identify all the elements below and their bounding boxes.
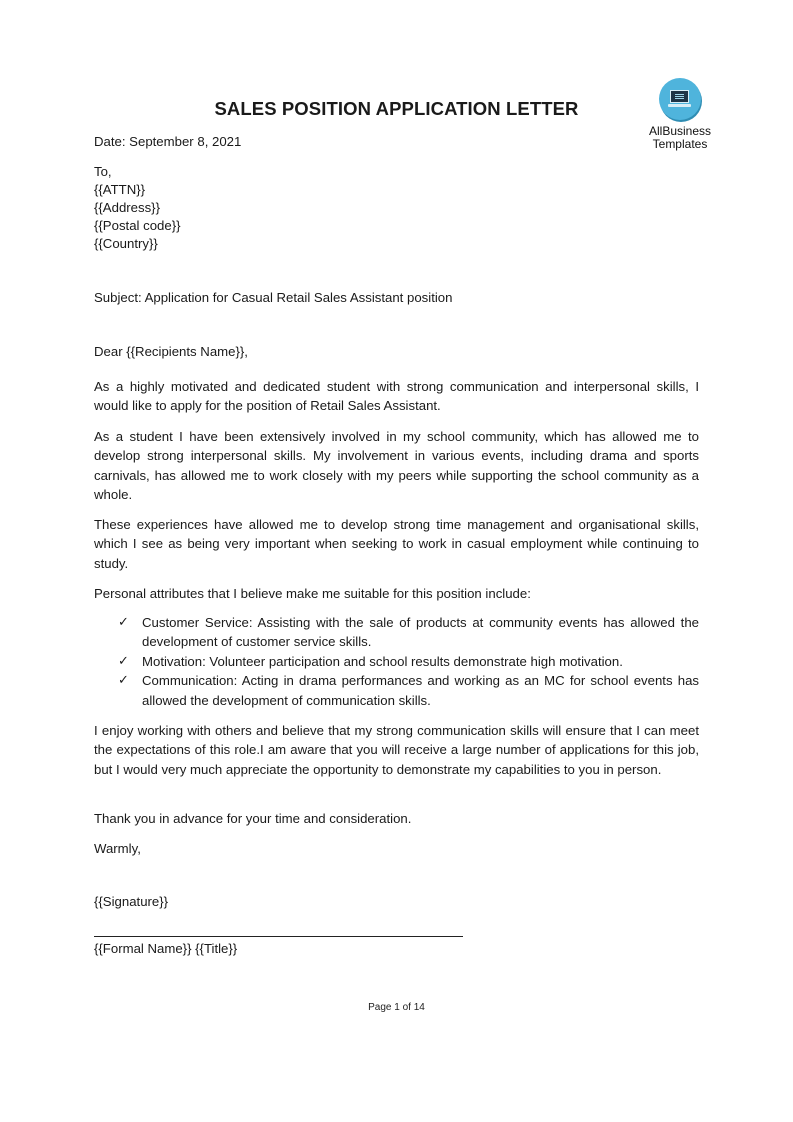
recipient-attn: {{ATTN}} bbox=[94, 182, 146, 197]
body-paragraph-1: As a highly motivated and dedicated student with strong communication and interpersonal skills, I would like to apply for the position of Retail Sales Assistant. bbox=[94, 379, 699, 414]
body-paragraph-2: As a student I have been extensively involved in my school community, which has allowed me to develop strong interpersonal skills. My involvement in various events, including drama and sports carnivals, has allowed me to work closely with my peers while supporting the school community as a whole. bbox=[94, 429, 699, 503]
closing-paragraph: I enjoy working with others and believe that my strong communication skills will ensure that I can meet the expectations of this role.I am aware that you will receive a large number of applications for this job, but I would very much appreciate the opportunity to demonstrate my capabilities to you in person. bbox=[94, 723, 699, 777]
recipient-to: To, bbox=[94, 164, 112, 179]
list-item-text: Customer Service: Assisting with the sale of products at community events has allowed the development of customer service skills. bbox=[142, 615, 699, 650]
list-item-text: Motivation: Volunteer participation and school results demonstrate high motivation. bbox=[142, 653, 623, 669]
checkmark-icon: ✓ bbox=[118, 673, 129, 689]
checkmark-icon: ✓ bbox=[118, 615, 129, 630]
recipient-address: {{Address}} bbox=[94, 200, 160, 215]
attributes-intro: Personal attributes that I believe make me suitable for this position include: bbox=[94, 586, 531, 601]
list-item bbox=[94, 652, 699, 671]
subject-line: Subject: Application for Casual Retail Sales Assistant position bbox=[94, 290, 453, 305]
list-item-text: Communication: Acting in drama performances and working as an MC for school events has allowed the development of communication skills. bbox=[142, 673, 699, 708]
signature-line bbox=[94, 936, 463, 937]
sign-off: Warmly, bbox=[94, 841, 141, 856]
logo-line-2: Templates bbox=[652, 137, 708, 151]
checkmark-icon: ✓ bbox=[118, 653, 129, 669]
logo-line-1: AllBusiness bbox=[648, 124, 712, 138]
signature-placeholder: {{Signature}} bbox=[94, 894, 169, 909]
recipient-postal-code: {{Postal code}} bbox=[94, 218, 181, 233]
formal-name-title: {{Formal Name}} {{Title}} bbox=[94, 941, 238, 956]
recipient-country: {{Country}} bbox=[94, 236, 158, 251]
date-line: Date: September 8, 2021 bbox=[94, 134, 242, 149]
document-title: SALES POSITION APPLICATION LETTER bbox=[214, 98, 579, 119]
body-paragraph-3: These experiences have allowed me to develop strong time management and organisational skills, which I see as being very important when seeking to work in casual employment while continuing to study. bbox=[94, 517, 699, 571]
page-number: Page 1 of 14 bbox=[368, 1002, 425, 1013]
list-item bbox=[94, 671, 699, 710]
greeting: Dear {{Recipients Name}}, bbox=[94, 344, 248, 359]
thank-you-line: Thank you in advance for your time and consideration. bbox=[94, 811, 412, 826]
list-item bbox=[94, 613, 699, 652]
attributes-list bbox=[94, 613, 699, 710]
